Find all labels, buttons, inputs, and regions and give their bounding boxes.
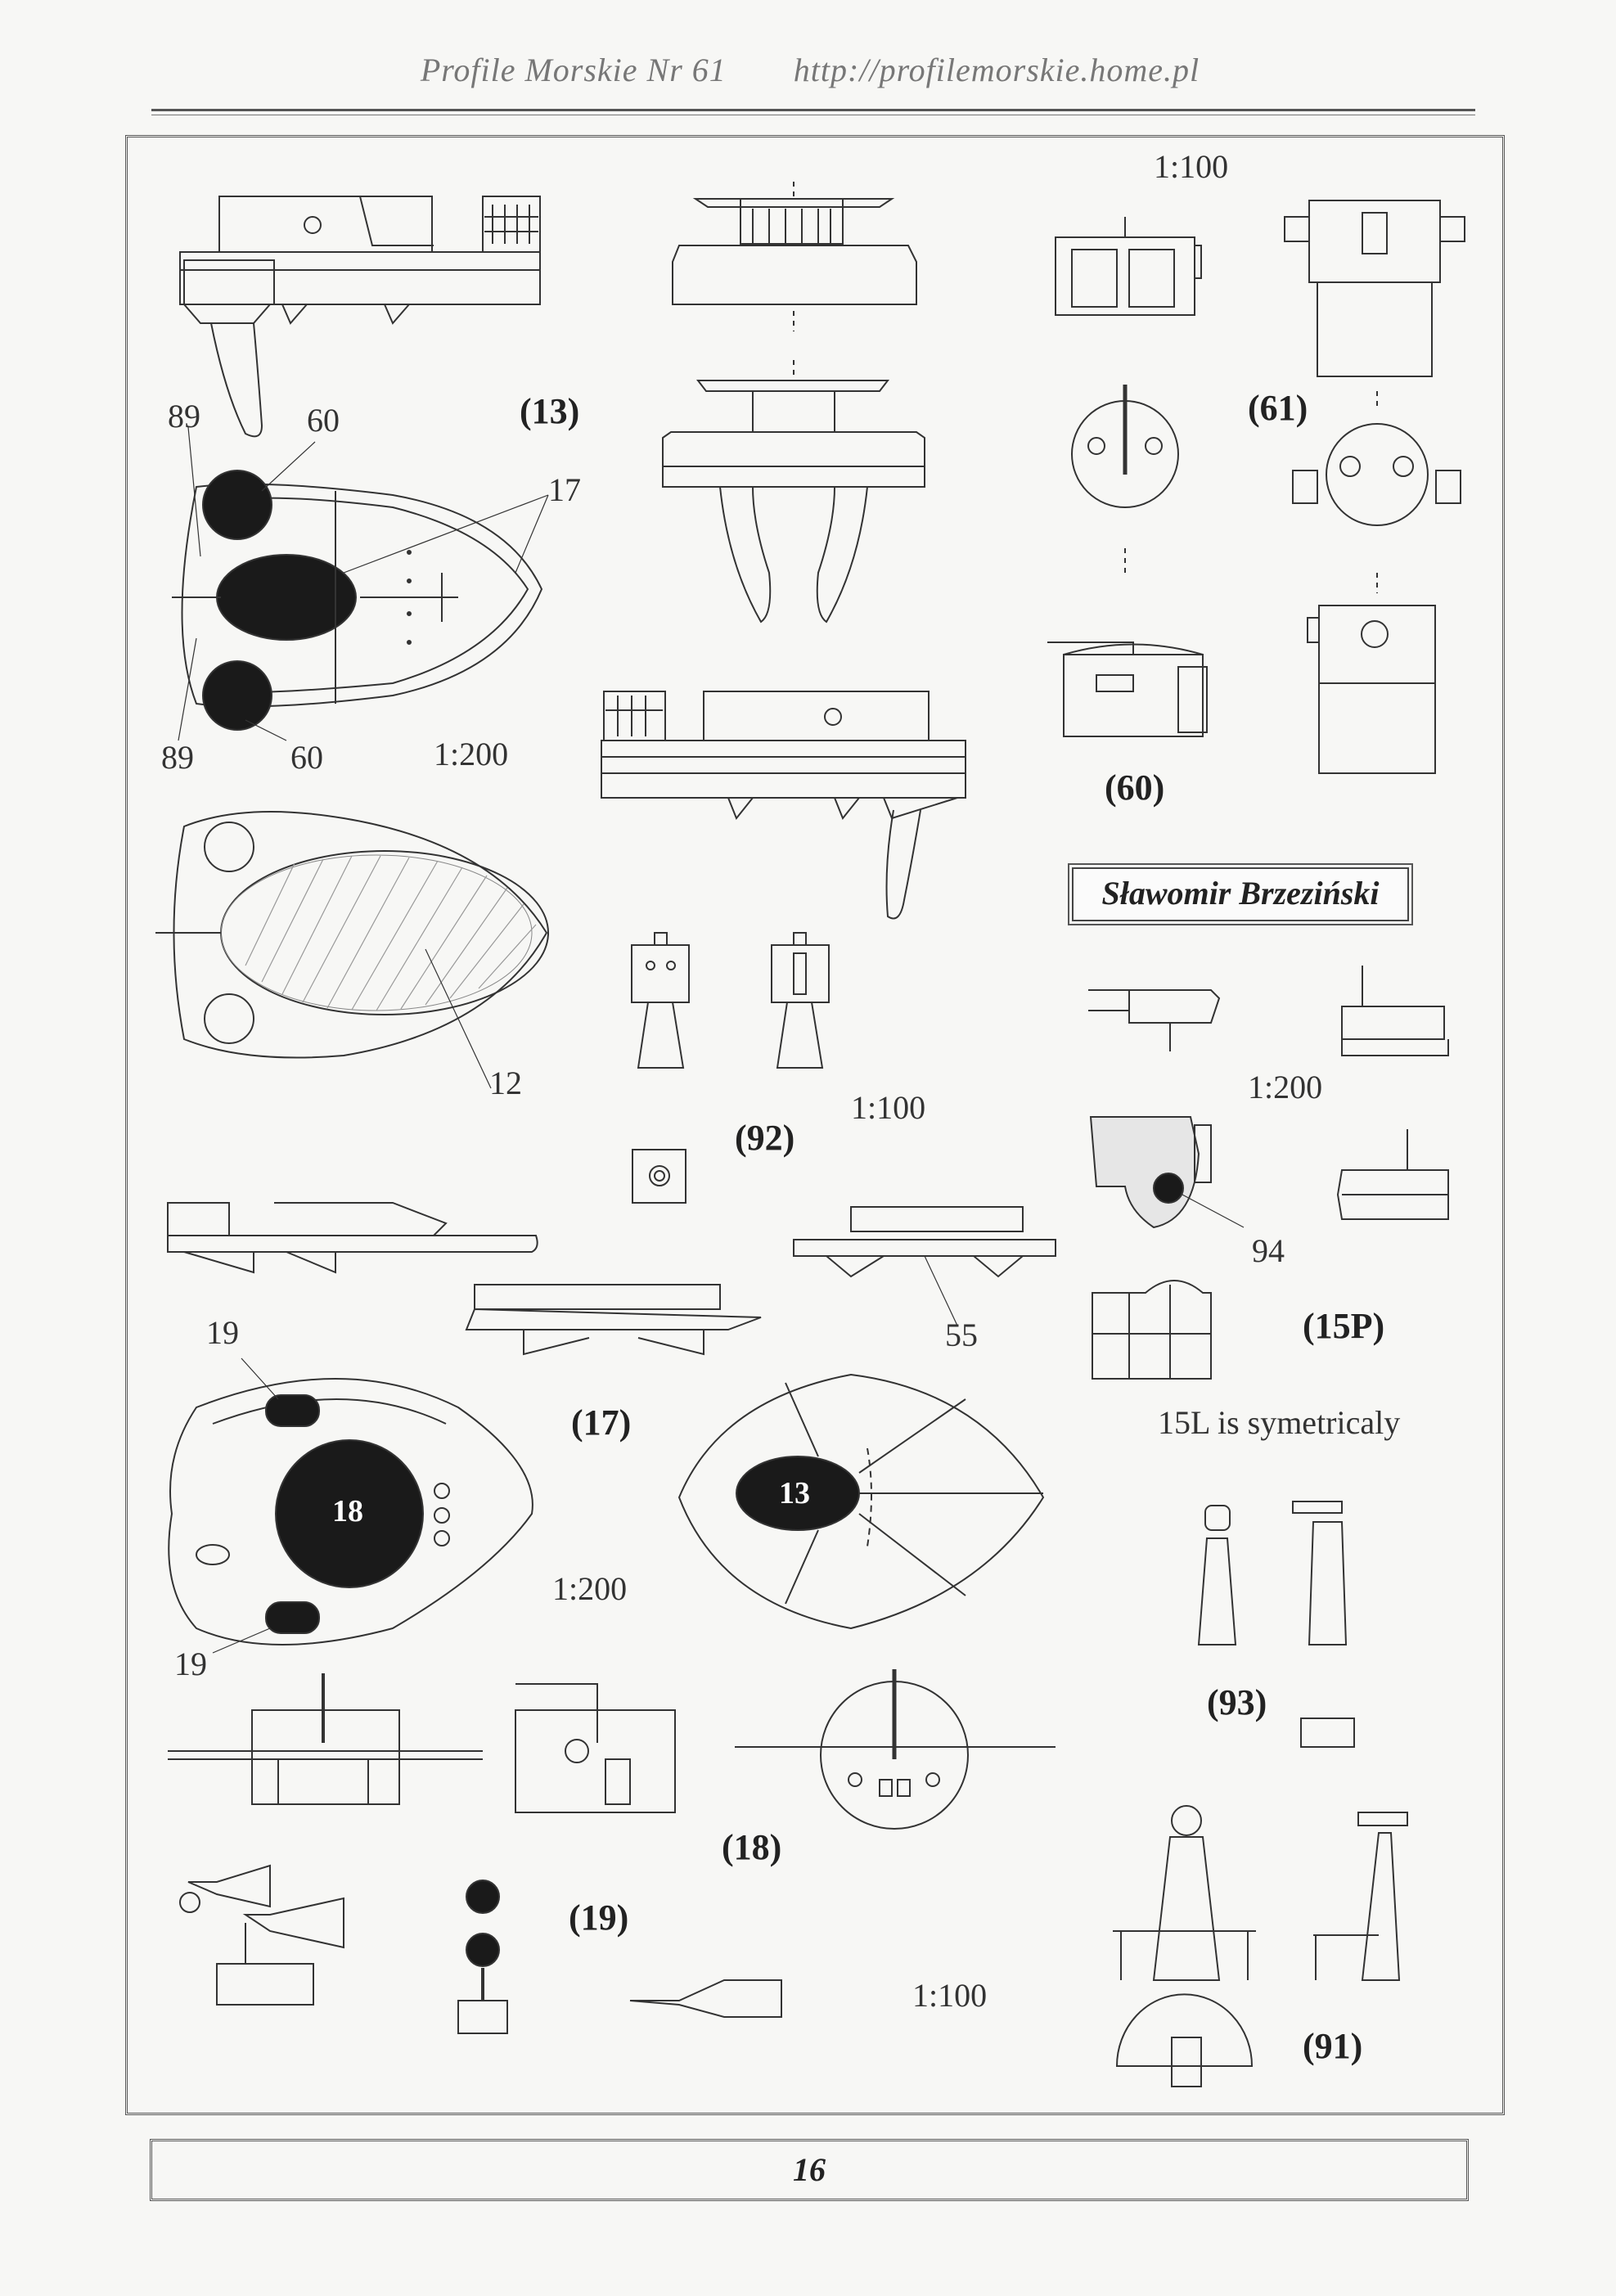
part-13-top-view	[172, 427, 548, 741]
publication-title: Profile Morskie Nr 61	[420, 52, 727, 88]
part-label-19: (19)	[569, 1898, 629, 1938]
part-label-60: (60)	[1105, 768, 1165, 808]
part-label-93: (93)	[1207, 1682, 1267, 1722]
part-label-92: (92)	[735, 1118, 795, 1158]
callout-18: 18	[332, 1494, 363, 1528]
part-13-side-view	[180, 196, 540, 436]
callout-60-bottom: 60	[290, 739, 323, 776]
part-label-61: (61)	[1248, 388, 1308, 428]
callout-94: 94	[1252, 1232, 1285, 1269]
page-number: 16	[150, 2139, 1469, 2201]
part-13-rear-view	[663, 360, 925, 622]
part-92-drawings	[632, 933, 829, 1203]
part-61-drawings	[1056, 200, 1465, 773]
part-17-top-view	[679, 1375, 1043, 1628]
part-17-drawings	[168, 1203, 1056, 1354]
callout-89-bottom: 89	[161, 739, 194, 776]
scale-label-13: 1:200	[434, 736, 509, 772]
author-box: Sławomir Brzeziński	[1072, 867, 1409, 921]
callout-13: 13	[779, 1476, 810, 1510]
scale-label-19: 1:100	[912, 1977, 988, 2014]
scale-label-15p: 1:200	[1248, 1069, 1323, 1105]
scale-label-17: 1:200	[552, 1570, 628, 1607]
callout-55: 55	[945, 1317, 978, 1353]
part-15p-drawings	[1088, 966, 1448, 1379]
part-label-17: (17)	[571, 1402, 632, 1443]
symmetry-note: 15L is symetricaly	[1158, 1404, 1401, 1441]
scale-label-top: 1:100	[1154, 148, 1229, 185]
callout-60-top: 60	[307, 402, 340, 439]
callout-89-top: 89	[168, 398, 200, 434]
part-91-drawings	[1113, 1806, 1407, 2087]
callout-12: 12	[489, 1065, 522, 1101]
part-19-drawings	[180, 1866, 781, 2033]
part-label-18: (18)	[722, 1827, 782, 1867]
callout-19-top: 19	[206, 1314, 239, 1351]
part-60-drawing	[1047, 642, 1207, 736]
part-13-hatched-view	[155, 812, 548, 1088]
scale-label-92: 1:100	[851, 1089, 926, 1126]
part-13-side-view-2	[601, 691, 966, 919]
part-18-elevations	[168, 1669, 1056, 1829]
callout-19-bottom: 19	[174, 1645, 207, 1682]
publication-url: http://profilemorskie.home.pl	[793, 52, 1200, 88]
part-label-91: (91)	[1303, 2026, 1363, 2066]
part-13-front-view	[673, 182, 916, 331]
part-label-13: (13)	[520, 391, 580, 431]
callout-17: 17	[548, 471, 581, 508]
part-label-15p: (15P)	[1303, 1306, 1385, 1346]
